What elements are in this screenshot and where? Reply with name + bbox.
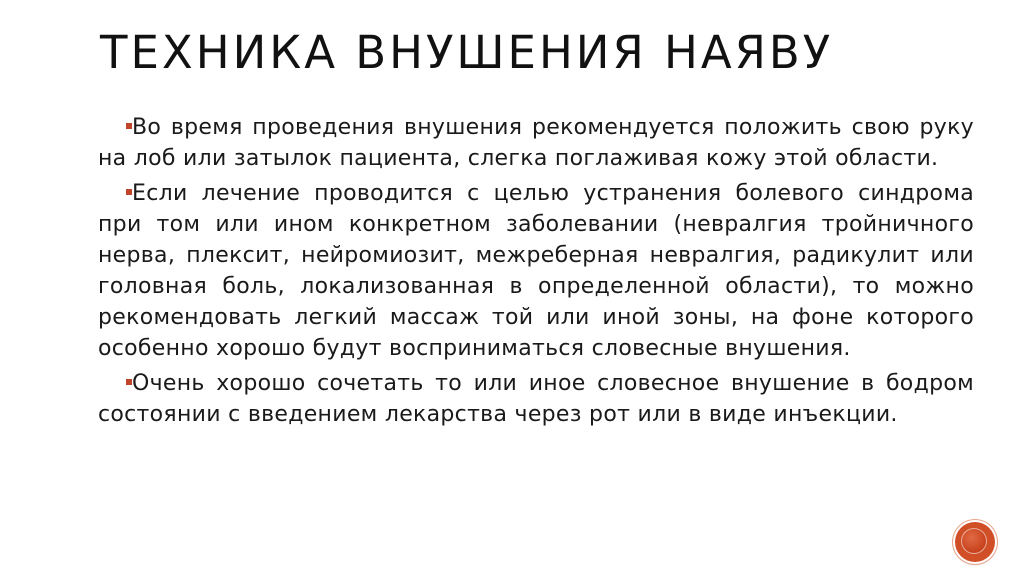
square-bullet-icon [126,379,132,385]
bullet-text: Во время проведения внушения рекомендуется положить свою руку на лоб или затылок пациента, слегка поглаживая кожу этой области. [98,115,974,171]
square-bullet-icon [126,189,132,195]
slide-title: ТЕХНИКА ВНУШЕНИЯ НАЯВУ [100,26,834,79]
square-bullet-icon [126,123,132,129]
slide-nav-button[interactable] [955,522,995,562]
bullet-text: Очень хорошо сочетать то или иное словесное внушение в бодром состоянии с введением лекарства через рот или в виде инъекции. [98,371,974,427]
bullet-text: Если лечение проводится с целью устранения болевого синдрома при том или ином конкретном заболевании (невралгия тройничного нерва, плексит, нейромиозит, межреберная невралгия, радикулит или головная боль, локализованная в определенной области), то можно рекомендовать легкий массаж той или иной зоны, на фоне которого особенно хорошо будут восприниматься словесные внушения. [98,181,974,361]
bullet-list [98,112,974,434]
circle-navigation-icon [961,528,987,554]
bullet-item [98,368,974,430]
bullet-item [98,112,974,174]
bullet-item [98,178,974,364]
